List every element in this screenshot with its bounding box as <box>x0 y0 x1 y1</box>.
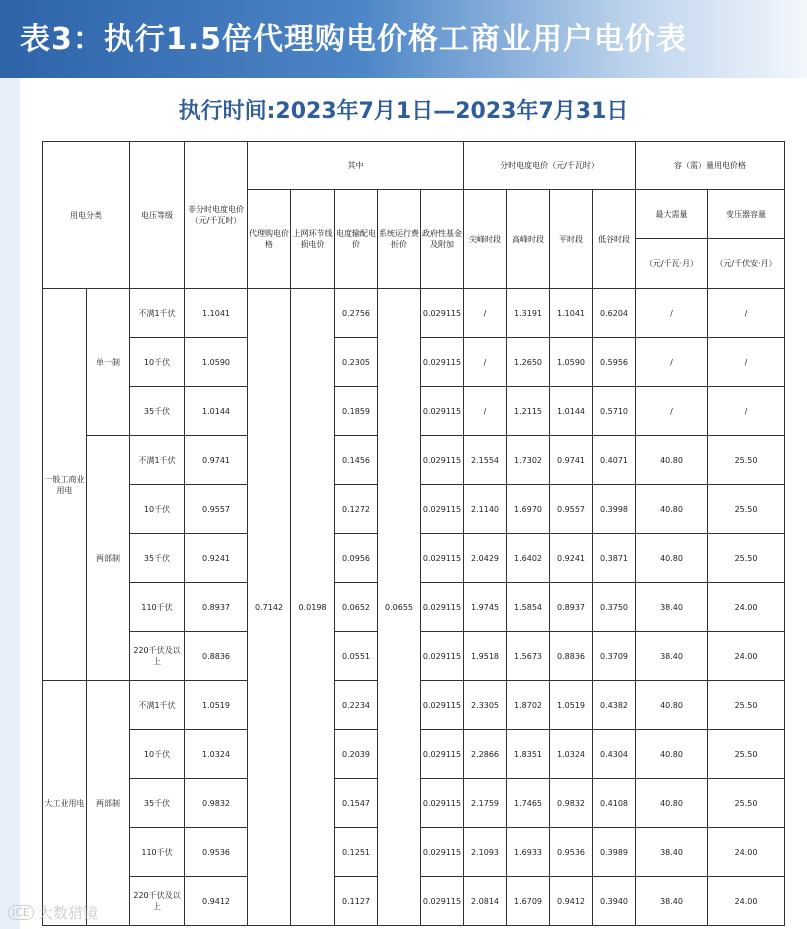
header-max-demand: 最大需量 <box>636 190 708 239</box>
non-tou-price-cell: 0.9241 <box>185 534 248 583</box>
header-agent-price: 代理购电价格 <box>248 190 291 289</box>
effective-period: 执行时间:2023年7月1日—2023年7月31日 <box>178 99 629 124</box>
max-demand-cell: 40.80 <box>636 485 708 534</box>
transformer-capacity-cell: / <box>708 289 785 338</box>
transmission-price-cell: 0.1456 <box>335 436 378 485</box>
header-capacity-group: 容（需）量用电价格 <box>636 142 785 190</box>
header-category: 用电分类 <box>43 142 130 289</box>
voltage-cell: 110千伏 <box>130 583 185 632</box>
peak-cell: 1.2650 <box>507 338 550 387</box>
voltage-cell: 220千伏及以上 <box>130 632 185 681</box>
max-demand-cell: 38.40 <box>636 583 708 632</box>
header-gov-fund: 政府性基金及附加 <box>421 190 464 289</box>
transformer-capacity-cell: 24.00 <box>708 583 785 632</box>
category-general: 一般工商业用电 <box>43 289 87 681</box>
transmission-price-cell: 0.1272 <box>335 485 378 534</box>
header-grid-loss: 上网环节线损电价 <box>291 190 335 289</box>
max-demand-cell: / <box>636 289 708 338</box>
gov-fund-cell: 0.029115 <box>421 877 464 926</box>
voltage-cell: 35千伏 <box>130 534 185 583</box>
sharp-peak-cell: 2.0814 <box>464 877 507 926</box>
peak-cell: 1.7302 <box>507 436 550 485</box>
gov-fund-cell: 0.029115 <box>421 681 464 730</box>
sharp-peak-cell: / <box>464 338 507 387</box>
max-demand-cell: 40.80 <box>636 534 708 583</box>
transformer-capacity-cell: 25.50 <box>708 681 785 730</box>
transmission-price-cell: 0.1127 <box>335 877 378 926</box>
transmission-price-cell: 0.0652 <box>335 583 378 632</box>
peak-cell: 1.6402 <box>507 534 550 583</box>
non-tou-price-cell: 0.9557 <box>185 485 248 534</box>
tariff-type-two-part: 两部制 <box>87 436 130 681</box>
voltage-cell: 35千伏 <box>130 779 185 828</box>
gov-fund-cell: 0.029115 <box>421 534 464 583</box>
max-demand-cell: 40.80 <box>636 779 708 828</box>
gov-fund-cell: 0.029115 <box>421 485 464 534</box>
non-tou-price-cell: 0.9741 <box>185 436 248 485</box>
header-voltage: 电压等级 <box>130 142 185 289</box>
transformer-capacity-cell: 25.50 <box>708 730 785 779</box>
flat-cell: 0.9241 <box>550 534 593 583</box>
header-transformer: 变压器容量 <box>708 190 785 239</box>
transformer-capacity-cell: 24.00 <box>708 632 785 681</box>
header-transmission: 电度输配电价 <box>335 190 378 289</box>
max-demand-cell: 40.80 <box>636 436 708 485</box>
flat-cell: 1.0519 <box>550 681 593 730</box>
header-sharp-peak: 尖峰时段 <box>464 190 507 289</box>
header-tou-group: 分时电度电价（元/千瓦时） <box>464 142 636 190</box>
valley-cell: 0.3709 <box>593 632 636 681</box>
sharp-peak-cell: 2.1093 <box>464 828 507 877</box>
table-row <box>43 289 785 338</box>
flat-cell: 1.0144 <box>550 387 593 436</box>
voltage-cell: 10千伏 <box>130 338 185 387</box>
voltage-cell: 不满1千伏 <box>130 681 185 730</box>
sharp-peak-cell: / <box>464 387 507 436</box>
valley-cell: 0.3750 <box>593 583 636 632</box>
left-side-band <box>0 78 20 929</box>
max-demand-cell: 38.40 <box>636 828 708 877</box>
header-valley: 低谷时段 <box>593 190 636 289</box>
flat-cell: 0.8836 <box>550 632 593 681</box>
voltage-cell: 不满1千伏 <box>130 436 185 485</box>
valley-cell: 0.3989 <box>593 828 636 877</box>
tariff-table-body <box>43 142 785 926</box>
transformer-capacity-cell: 25.50 <box>708 436 785 485</box>
watermark-text: 大数猎镜 <box>37 904 98 922</box>
sharp-peak-cell: 2.3305 <box>464 681 507 730</box>
flat-cell: 0.9832 <box>550 779 593 828</box>
non-tou-price-cell: 0.8836 <box>185 632 248 681</box>
non-tou-price-cell: 1.0144 <box>185 387 248 436</box>
transformer-capacity-cell: 24.00 <box>708 877 785 926</box>
transmission-price-cell: 0.2234 <box>335 681 378 730</box>
peak-cell: 1.3191 <box>507 289 550 338</box>
sharp-peak-cell: 2.1759 <box>464 779 507 828</box>
flat-cell: 0.9557 <box>550 485 593 534</box>
sharp-peak-cell: / <box>464 289 507 338</box>
voltage-cell: 10千伏 <box>130 730 185 779</box>
system-cost-cell: 0.0655 <box>378 289 421 926</box>
header-flat: 平时段 <box>550 190 593 289</box>
peak-cell: 1.5673 <box>507 632 550 681</box>
max-demand-cell: / <box>636 338 708 387</box>
valley-cell: 0.3998 <box>593 485 636 534</box>
flat-cell: 0.8937 <box>550 583 593 632</box>
category-large-industry: 大工业用电 <box>43 681 87 926</box>
gov-fund-cell: 0.029115 <box>421 828 464 877</box>
peak-cell: 1.8702 <box>507 681 550 730</box>
transformer-capacity-cell: / <box>708 338 785 387</box>
non-tou-price-cell: 0.8937 <box>185 583 248 632</box>
gov-fund-cell: 0.029115 <box>421 436 464 485</box>
valley-cell: 0.4304 <box>593 730 636 779</box>
max-demand-cell: 38.40 <box>636 877 708 926</box>
header-row <box>43 142 785 190</box>
valley-cell: 0.3940 <box>593 877 636 926</box>
sharp-peak-cell: 2.1554 <box>464 436 507 485</box>
voltage-cell: 不满1千伏 <box>130 289 185 338</box>
non-tou-price-cell: 1.0519 <box>185 681 248 730</box>
peak-cell: 1.6933 <box>507 828 550 877</box>
gov-fund-cell: 0.029115 <box>421 338 464 387</box>
transformer-capacity-cell: 24.00 <box>708 828 785 877</box>
valley-cell: 0.4382 <box>593 681 636 730</box>
valley-cell: 0.5956 <box>593 338 636 387</box>
transformer-capacity-cell: 25.50 <box>708 779 785 828</box>
sharp-peak-cell: 1.9518 <box>464 632 507 681</box>
transmission-price-cell: 0.1251 <box>335 828 378 877</box>
transmission-price-cell: 0.2756 <box>335 289 378 338</box>
watermark-logo: ICE <box>8 905 34 920</box>
valley-cell: 0.5710 <box>593 387 636 436</box>
grid-loss-cell: 0.0198 <box>291 289 335 926</box>
non-tou-price-cell: 1.0590 <box>185 338 248 387</box>
max-demand-cell: 40.80 <box>636 681 708 730</box>
non-tou-price-cell: 1.0324 <box>185 730 248 779</box>
valley-cell: 0.6204 <box>593 289 636 338</box>
gov-fund-cell: 0.029115 <box>421 779 464 828</box>
max-demand-cell: / <box>636 387 708 436</box>
non-tou-price-cell: 0.9536 <box>185 828 248 877</box>
max-demand-cell: 38.40 <box>636 632 708 681</box>
tariff-type-single: 单一制 <box>87 289 130 436</box>
gov-fund-cell: 0.029115 <box>421 583 464 632</box>
header-transformer-unit: （元/千伏安·月） <box>708 239 785 289</box>
transmission-price-cell: 0.2305 <box>335 338 378 387</box>
watermark <box>8 902 98 923</box>
valley-cell: 0.3871 <box>593 534 636 583</box>
gov-fund-cell: 0.029115 <box>421 632 464 681</box>
valley-cell: 0.4108 <box>593 779 636 828</box>
header-non-tou-price: 非分时电度电价（元/千瓦时） <box>185 142 248 289</box>
transmission-price-cell: 0.1859 <box>335 387 378 436</box>
flat-cell: 0.9536 <box>550 828 593 877</box>
peak-cell: 1.2115 <box>507 387 550 436</box>
peak-cell: 1.6970 <box>507 485 550 534</box>
max-demand-cell: 40.80 <box>636 730 708 779</box>
gov-fund-cell: 0.029115 <box>421 387 464 436</box>
header-system-cost: 系统运行费折价 <box>378 190 421 289</box>
flat-cell: 1.0590 <box>550 338 593 387</box>
non-tou-price-cell: 1.1041 <box>185 289 248 338</box>
sharp-peak-cell: 2.1140 <box>464 485 507 534</box>
voltage-cell: 110千伏 <box>130 828 185 877</box>
sharp-peak-cell: 2.0429 <box>464 534 507 583</box>
peak-cell: 1.7465 <box>507 779 550 828</box>
transformer-capacity-cell: 25.50 <box>708 534 785 583</box>
tariff-type-two-part: 两部制 <box>87 681 130 926</box>
transmission-price-cell: 0.0956 <box>335 534 378 583</box>
flat-cell: 0.9741 <box>550 436 593 485</box>
peak-cell: 1.8351 <box>507 730 550 779</box>
peak-cell: 1.5854 <box>507 583 550 632</box>
header-max-demand-unit: （元/千瓦·月） <box>636 239 708 289</box>
header-peak: 高峰时段 <box>507 190 550 289</box>
non-tou-price-cell: 0.9412 <box>185 877 248 926</box>
gov-fund-cell: 0.029115 <box>421 730 464 779</box>
flat-cell: 1.0324 <box>550 730 593 779</box>
page-title: 表3：执行1.5倍代理购电价格工商业用户电价表 <box>20 22 688 57</box>
sharp-peak-cell: 2.2866 <box>464 730 507 779</box>
peak-cell: 1.6709 <box>507 877 550 926</box>
voltage-cell: 220千伏及以上 <box>130 877 185 926</box>
agent-price-cell: 0.7142 <box>248 289 291 926</box>
transformer-capacity-cell: 25.50 <box>708 485 785 534</box>
voltage-cell: 35千伏 <box>130 387 185 436</box>
tariff-table <box>42 141 785 926</box>
flat-cell: 1.1041 <box>550 289 593 338</box>
header-components: 其中 <box>248 142 464 190</box>
gov-fund-cell: 0.029115 <box>421 289 464 338</box>
sharp-peak-cell: 1.9745 <box>464 583 507 632</box>
flat-cell: 0.9412 <box>550 877 593 926</box>
transmission-price-cell: 0.2039 <box>335 730 378 779</box>
voltage-cell: 10千伏 <box>130 485 185 534</box>
transmission-price-cell: 0.0551 <box>335 632 378 681</box>
valley-cell: 0.4071 <box>593 436 636 485</box>
non-tou-price-cell: 0.9832 <box>185 779 248 828</box>
transformer-capacity-cell: / <box>708 387 785 436</box>
transmission-price-cell: 0.1547 <box>335 779 378 828</box>
